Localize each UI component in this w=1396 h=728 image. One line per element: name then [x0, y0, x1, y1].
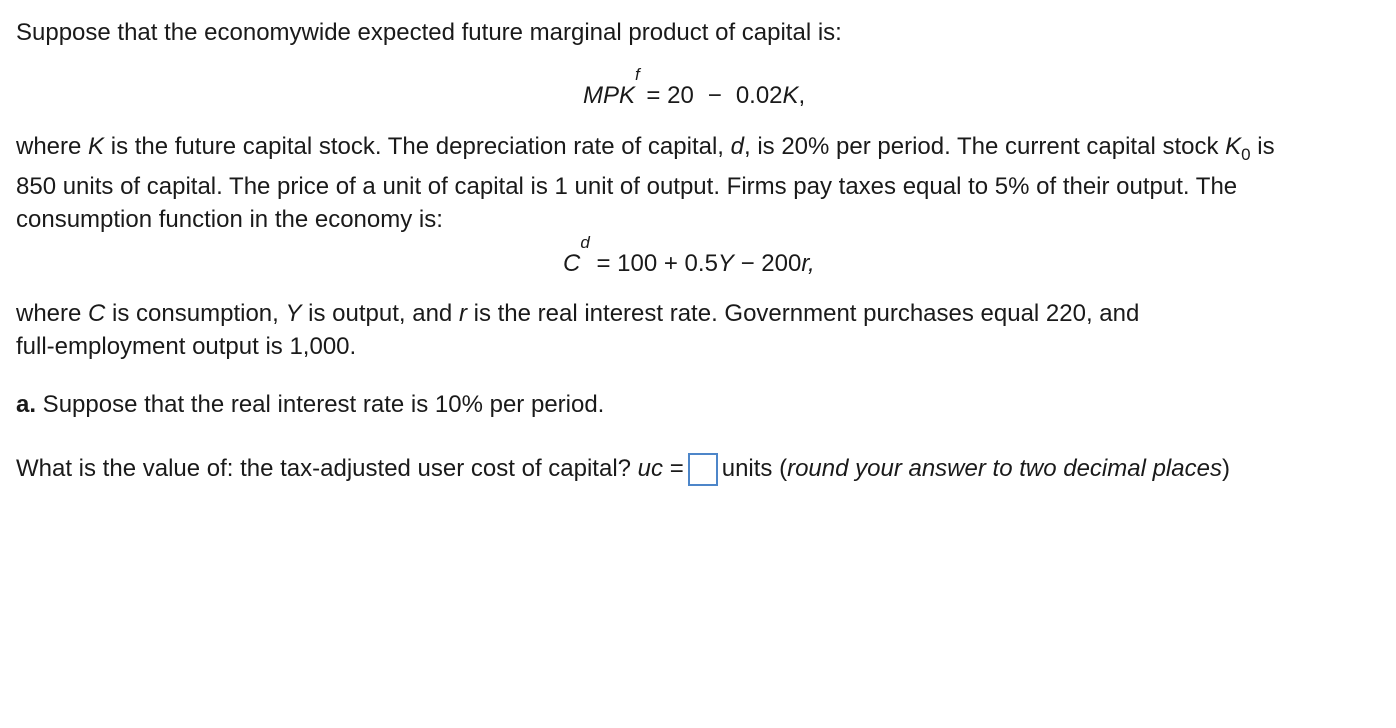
para3-line1: where C is consumption, Y is output, and r is the real interest rate. Government purchases equal 220, and	[16, 300, 1140, 327]
c-symbol: C	[563, 250, 581, 277]
question-line	[16, 452, 1230, 486]
units-label: units (	[721, 455, 788, 482]
r-symbol: r,	[801, 250, 815, 277]
c-superscript: d	[580, 233, 590, 252]
comma: ,	[798, 82, 806, 109]
part-a	[16, 388, 604, 421]
mpk-symbol: MPK	[583, 82, 636, 109]
consumption-equation	[563, 233, 815, 280]
close-paren: )	[1221, 455, 1230, 482]
mpk-superscript: f	[635, 65, 640, 84]
para3-line2: full-employment output is 1,000.	[16, 333, 357, 360]
eq2-mid: = 100 + 0.5	[589, 250, 718, 277]
y-symbol: Y	[717, 250, 734, 277]
question-text: What is the value of: the tax-adjusted user cost of capital?	[16, 455, 638, 482]
k-symbol: K	[782, 82, 799, 109]
intro-text: Suppose that the economywide expected future marginal product of capital is:	[16, 19, 842, 46]
mpk-eq-part: = 20	[639, 82, 694, 109]
minus-sign: −	[707, 82, 722, 109]
mpk-equation	[583, 65, 806, 112]
uc-symbol: uc	[637, 455, 664, 482]
rounding-note: round your answer to two decimal places	[787, 455, 1222, 482]
para2-line3: consumption function in the economy is:	[16, 206, 443, 233]
equals-sign: =	[663, 455, 684, 482]
uc-answer-input[interactable]	[688, 453, 718, 486]
para2-line1: where K is the future capital stock. The depreciation rate of capital, d, is 20% per period. The current capital stock $K_0$ is	[16, 133, 1275, 164]
para2-line2: 850 units of capital. The price of a unit of capital is 1 unit of output. Firms pay taxes equal to 5% of their output. The	[16, 173, 1238, 200]
part-a-label: a.	[16, 391, 37, 418]
part-a-text: Suppose that the real interest rate is 10% per period.	[36, 391, 605, 418]
mpk-coef: 0.02	[735, 82, 783, 109]
eq2-minus: − 200	[733, 250, 802, 277]
